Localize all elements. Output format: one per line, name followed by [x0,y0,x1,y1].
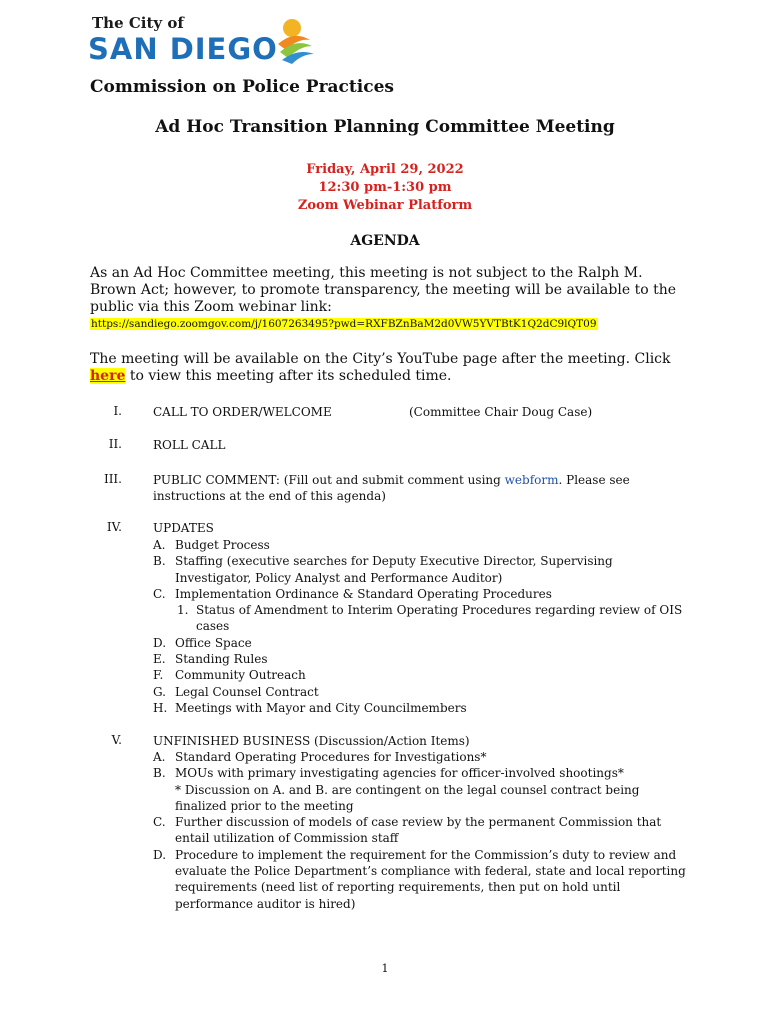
youtube-here-link[interactable]: here [90,368,126,384]
meeting-date: Friday, April 29, 2022 [306,162,464,177]
logo-line1: The City of [92,14,184,32]
item-i-chair: (Committee Chair Doug Case) [409,405,593,419]
youtube-paragraph [90,351,690,385]
item-i-label: CALL TO ORDER/WELCOME [153,405,332,419]
meeting-time: 12:30 pm-1:30 pm [318,180,452,195]
youtube-text-after: to view this meeting after its scheduled time. [129,368,452,384]
discussion-note: * Discussion on A. and B. are contingent on the legal counsel contract being finalized prior to the meeting [175,782,640,813]
list-item: A. Standard Operating Procedures for Investigations* [153,750,487,764]
list-item: G. Legal Counsel Contract [153,684,319,699]
page-number: 1 [381,962,389,975]
youtube-text-before: The meeting will be available on the City’s YouTube page after the meeting. Click [90,351,671,367]
sun-wave-icon [276,16,316,66]
item-iii-text [153,472,693,504]
meeting-title: Ad Hoc Transition Planning Committee Meeting [155,117,615,137]
item-v-subitems [153,749,688,912]
list-item: D. Procedure to implement the requirement for the Commission’s duty to review and evaluate the Police Department’s compliance with federal, state and local reporting requirements (need list of reporting requirements, then put on hold until performance auditor is hired) [153,847,686,911]
commission-title: Commission on Police Practices [90,77,394,97]
list-item: E. Standing Rules [153,652,268,667]
list-item: A. Budget Process [153,538,270,552]
item-ii-label: ROLL CALL [153,438,226,452]
list-item: D. Office Space [153,635,252,650]
list-item: F. Community Outreach [153,668,306,683]
agenda-heading: AGENDA [350,233,420,249]
zoom-webinar-link[interactable]: https://sandiego.zoomgov.com/j/1607263495?pwd=RXFBZnBaM2d0VW5YVTBtK1Q2dC9lQT09 [91,318,597,330]
meeting-platform: Zoom Webinar Platform [297,198,473,213]
webform-link[interactable]: webform [504,473,559,487]
item-ii-numeral: II. [108,437,122,451]
item-iv-subitems [153,537,688,716]
item-iv-numeral: IV. [106,520,122,534]
list-item: 1. Status of Amendment to Interim Operating Procedures regarding review of OIS cases [177,603,683,634]
item-iv-label: UPDATES [153,521,214,535]
item-v-label: UNFINISHED BUSINESS (Discussion/Action Items) [153,734,470,748]
list-item: C. Implementation Ordinance & Standard Operating Procedures [153,586,552,601]
item-v-numeral: V. [111,733,122,747]
list-item: H. Meetings with Mayor and City Councilmembers [153,700,467,715]
list-item: B. Staffing (executive searches for Deputy Executive Director, Supervising Investigator, Policy Analyst and Performance Auditor) [153,554,613,585]
item-iii-text-before: PUBLIC COMMENT: (Fill out and submit comment using [153,473,501,487]
intro-paragraph: As an Ad Hoc Committee meeting, this meeting is not subject to the Ralph M. Brown Act; however, to promote transparency, the meeting will be available to the public via this Zoom webinar link: [90,265,677,315]
item-iii-text-after: . Please see instructions at the end of this agenda) [153,473,630,503]
item-iii-numeral: III. [103,472,122,486]
logo-line2: SAN DIEGO [88,32,278,66]
list-item: C. Further discussion of models of case review by the permanent Commission that entail utilization of Commission staff [153,815,662,846]
list-item: B. MOUs with primary investigating agencies for officer-involved shootings* [153,766,624,781]
city-of-san-diego-logo [88,14,328,76]
item-i-numeral: I. [113,404,122,418]
